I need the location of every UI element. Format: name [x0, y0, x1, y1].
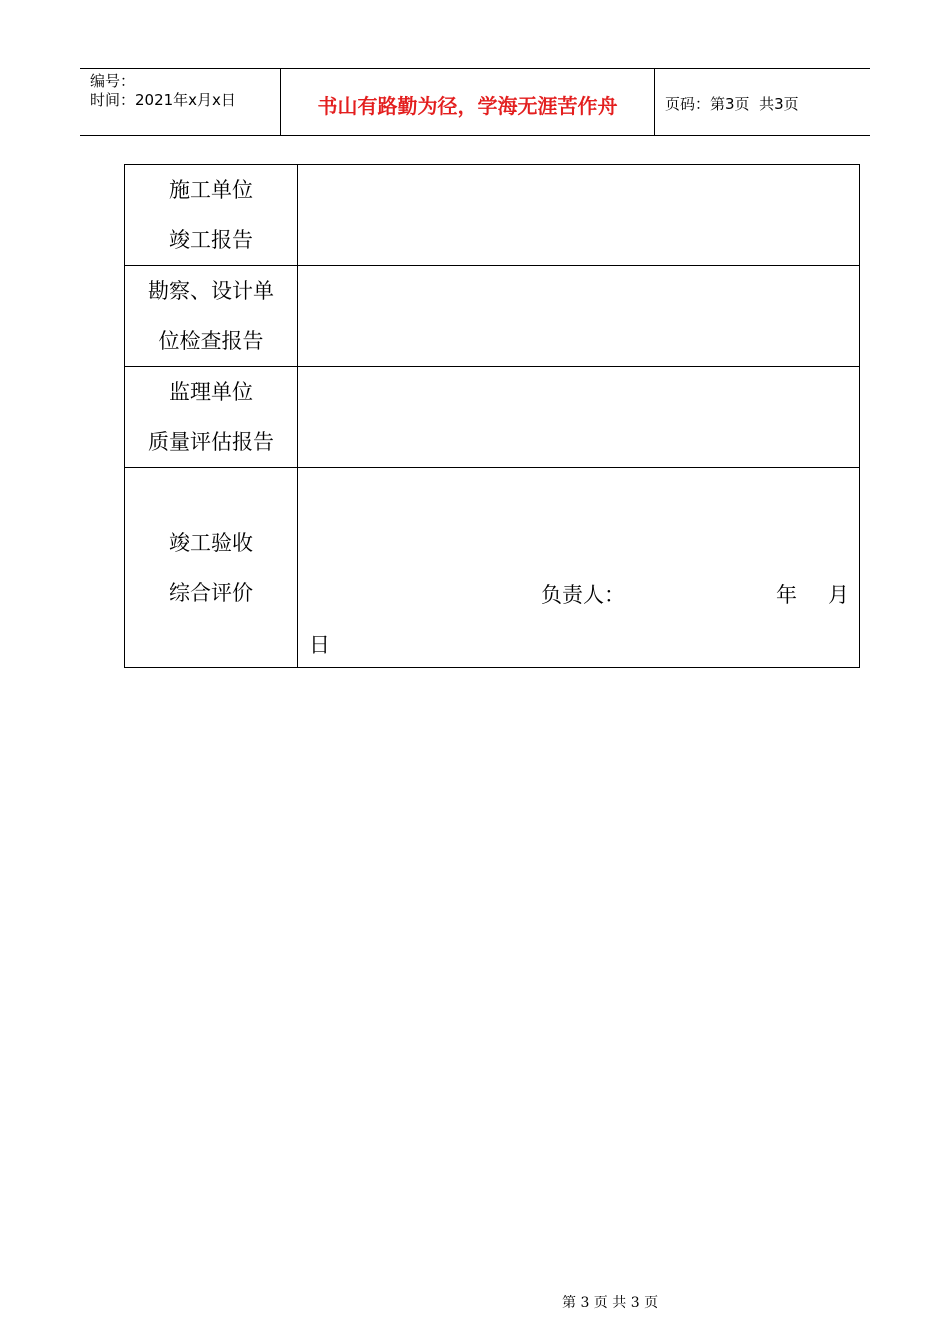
form-row-survey-design [125, 266, 860, 367]
row-label-line2: 质量评估报告 [148, 430, 274, 454]
form-row-final-evaluation [125, 468, 860, 668]
form-row-supervision [125, 367, 860, 468]
page-footer: 第 3 页 共 3 页 [562, 1295, 659, 1311]
row-label-line2: 竣工报告 [169, 228, 253, 252]
header-page-text: 页码：第3页 共3页 [665, 95, 799, 113]
header-page-info [655, 69, 870, 135]
row-label [125, 165, 298, 266]
document-header [80, 68, 870, 136]
acceptance-form-table [124, 164, 860, 668]
document-date-label: 时间：2021年x月x日 [90, 91, 236, 109]
survey-design-report-field[interactable] [298, 266, 860, 367]
row-label [125, 266, 298, 367]
row-label [125, 468, 298, 668]
row-label-line2: 综合评价 [169, 580, 253, 605]
row-label [125, 367, 298, 468]
document-number-label: 编号： [90, 72, 136, 90]
month-label: 月 [828, 583, 849, 607]
year-label: 年 [776, 583, 797, 607]
row-label-line1: 勘察、设计单 [148, 279, 274, 303]
construction-report-field[interactable] [298, 165, 860, 266]
row-label-line2: 位检查报告 [158, 329, 264, 353]
responsible-person-label: 负责人： [541, 583, 625, 607]
form-row-construction [125, 165, 860, 266]
row-label-line1: 监理单位 [169, 380, 253, 404]
header-meta [80, 69, 281, 135]
header-motto: 书山有路勤为径，学海无涯苦作舟 [281, 69, 655, 135]
row-label-line1: 施工单位 [169, 178, 253, 202]
final-evaluation-field[interactable] [298, 468, 860, 668]
day-label: 日 [309, 633, 330, 657]
supervision-report-field[interactable] [298, 367, 860, 468]
final-evaluation-body [298, 468, 859, 667]
row-label-line1: 竣工验收 [169, 530, 253, 555]
